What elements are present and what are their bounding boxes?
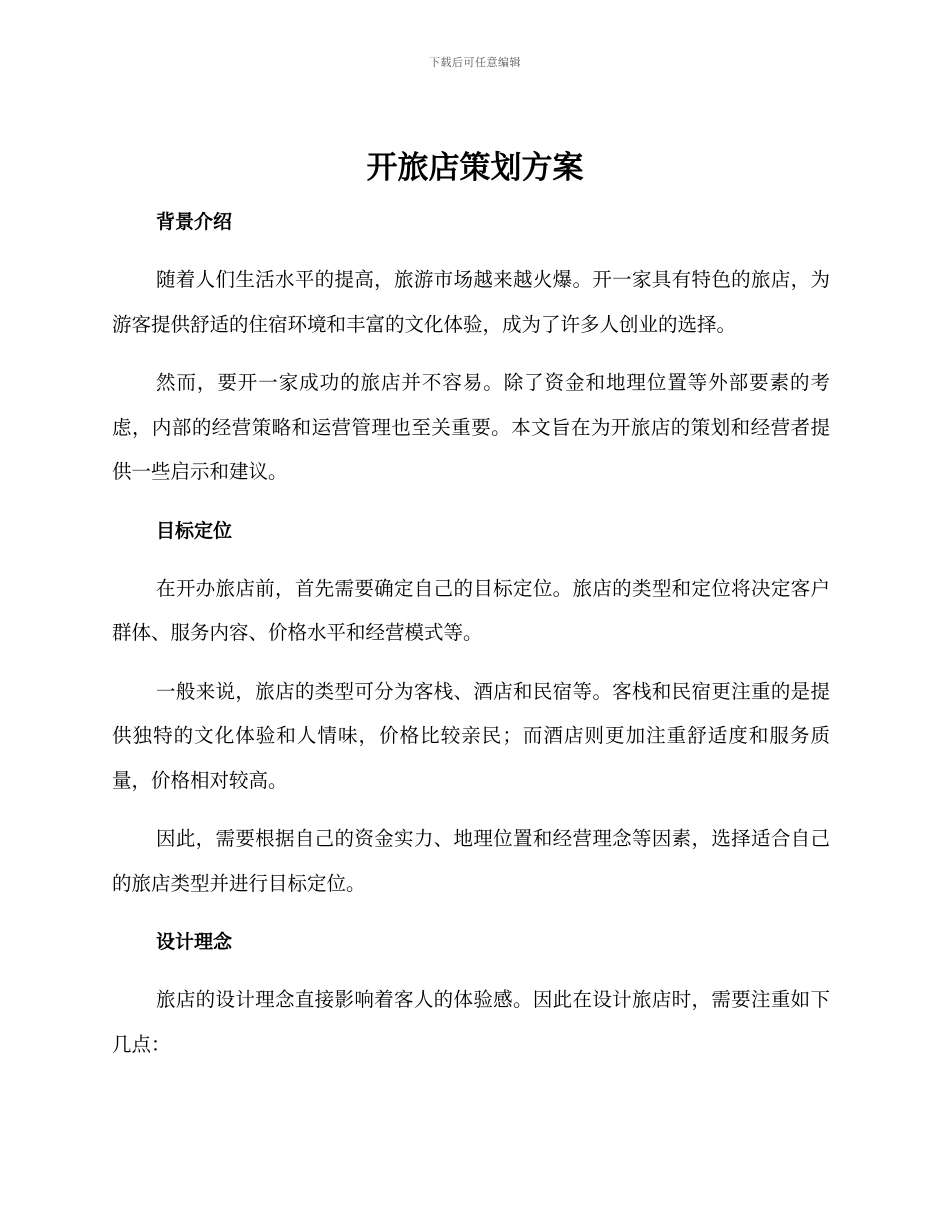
- page-header-note: 下载后可任意编辑: [429, 56, 521, 69]
- paragraph: 旅店的设计理念直接影响着客人的体验感。因此在设计旅店时，需要注重如下几点：: [112, 988, 830, 1056]
- paragraph: 因此，需要根据自己的资金实力、地理位置和经营理念等因素，选择适合自己的旅店类型并进行目标定位。: [112, 827, 830, 895]
- document-title: 开旅店策划方案: [366, 150, 584, 186]
- document-body: [112, 200, 830, 1081]
- paragraph: 随着人们生活水平的提高，旅游市场越来越火爆。开一家具有特色的旅店，为游客提供舒适的住宿环境和丰富的文化体验，成为了许多人创业的选择。: [112, 268, 830, 336]
- section-heading: 目标定位: [156, 519, 233, 542]
- paragraph: 一般来说，旅店的类型可分为客栈、酒店和民宿等。客栈和民宿更注重的是提供独特的文化体验和人情味，价格比较亲民；而酒店则更加注重舒适度和服务质量，价格相对较高。: [112, 679, 830, 792]
- paragraph: 在开办旅店前，首先需要确定自己的目标定位。旅店的类型和定位将决定客户群体、服务内容、价格水平和经营模式等。: [112, 576, 830, 644]
- section-design-concept: [112, 920, 830, 1067]
- section-heading: 设计理念: [156, 931, 233, 953]
- section-background: [112, 200, 830, 495]
- section-heading: 背景介绍: [156, 211, 233, 233]
- paragraph: 然而，要开一家成功的旅店并不容易。除了资金和地理位置等外部要素的考虑，内部的经营策略和运营管理也至关重要。本文旨在为开旅店的策划和经营者提供一些启示和建议。: [112, 371, 830, 483]
- section-target-positioning: [112, 509, 830, 907]
